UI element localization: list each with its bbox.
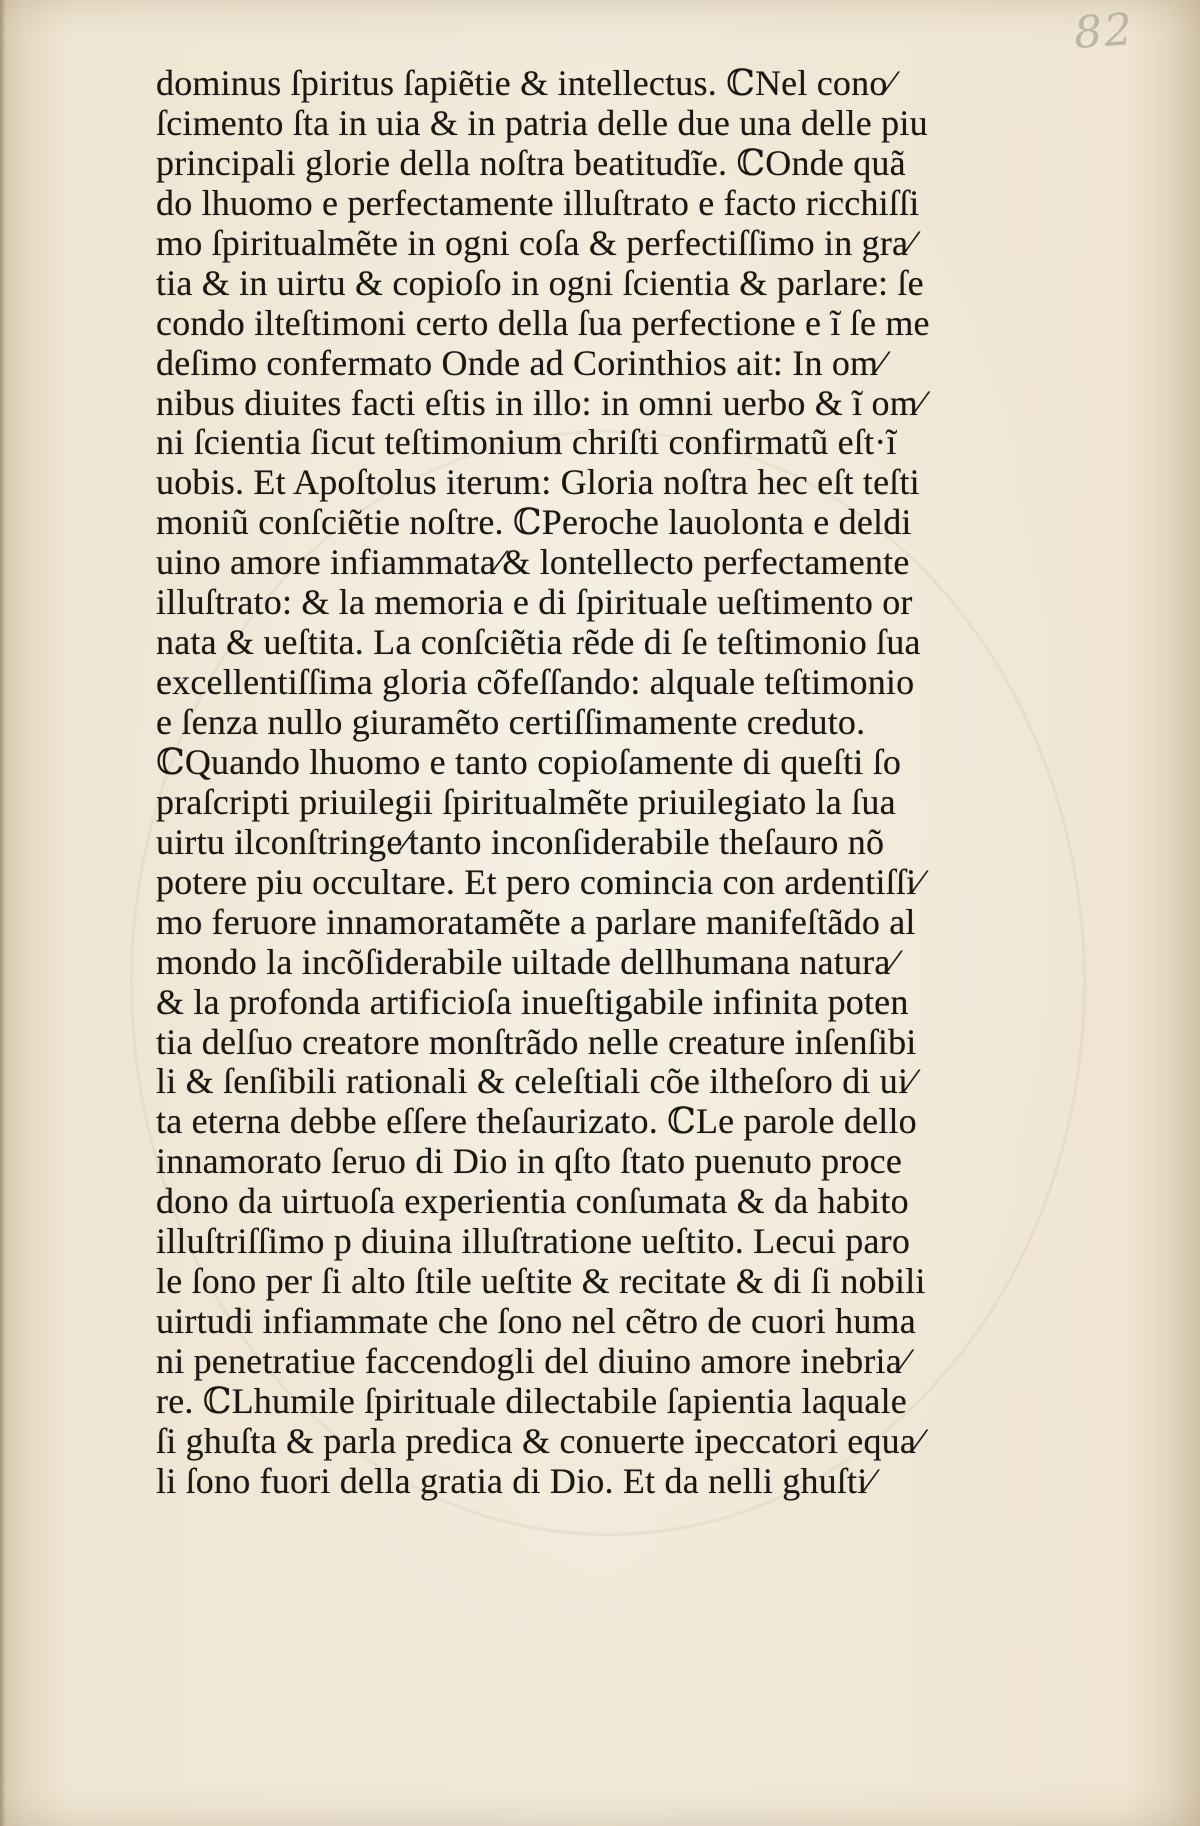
text-line: dominus ſpiritus ſapiẽtie & intellectus. ℂNel cono⁄ bbox=[156, 63, 894, 103]
text-line: e ſenza nullo giuramẽto certiſſimamente creduto. bbox=[156, 702, 866, 742]
text-line: excellentiſſima gloria cõfeſſando: alquale teſtimonio bbox=[156, 662, 915, 703]
text-line: condo ilteſtimoni certo della ſua perfectione e ĩ ſe me bbox=[156, 302, 930, 343]
text-line: mo ſpiritualmẽte in ogni coſa & perfectiſſimo in gra⁄ bbox=[156, 222, 915, 263]
text-line: uino amore infiammata⁄& lontellecto perfectamente bbox=[156, 542, 910, 583]
folio-number: 82 bbox=[1072, 3, 1136, 60]
text-line: ſi ghuſta & parla predica & conuerte ipeccatori equa⁄ bbox=[156, 1420, 923, 1461]
text-block bbox=[156, 64, 1036, 1502]
text-line: dono da uirtuoſa experientia conſumata & da habito bbox=[156, 1181, 909, 1222]
text-line: ni penetratiue faccendogli del diuino amore inebria⁄ bbox=[156, 1341, 909, 1381]
text-line: tia & in uirtu & copioſo in ogni ſcientia & parlare: ſe bbox=[156, 262, 924, 303]
text-line: uobis. Et Apoſtolus iterum: Gloria noſtra hec eſt teſti bbox=[156, 462, 920, 503]
text-line: mondo la incõſiderabile uiltade dellhumana natura⁄ bbox=[156, 941, 897, 982]
text-line: do lhuomo e perfectamente illuſtrato e facto ricchiſſi bbox=[156, 182, 920, 223]
text-line: illuſtrato: & la memoria e di ſpirituale ueſtimento or bbox=[156, 582, 913, 623]
text-line: potere piu occultare. Et pero comincia con ardentiſſi⁄ bbox=[156, 861, 923, 902]
text-line: ni ſcientia ſicut teſtimonium chriſti confirmatũ eſt·ĩ bbox=[156, 422, 897, 463]
text-line: mo feruore innamoratamẽte a parlare manifeſtãdo al bbox=[156, 901, 916, 942]
text-line: & la profonda artificioſa inueſtigabile infinita poten bbox=[156, 981, 909, 1022]
text-line: moniũ conſciẽtie noſtre. ℂPeroche lauolonta e deldi bbox=[156, 502, 912, 543]
text-line: illuſtriſſimo p diuina illuſtratione ueſtito. Lecui paro bbox=[156, 1221, 911, 1262]
text-line: ſcimento ſta in uia & in patria delle due una delle piu bbox=[156, 102, 928, 143]
text-line: innamorato ſeruo di Dio in qſto ſtato puenuto proce bbox=[156, 1141, 903, 1182]
text-line: principali glorie della noſtra beatitudĩe. ℂOnde quã bbox=[156, 142, 906, 183]
text-line: ℂQuando lhuomo e tanto copioſamente di queſti ſo bbox=[156, 741, 902, 782]
page-edge-shadow bbox=[0, 0, 6, 1826]
text-line: uirtudi infiammate che ſono nel cẽtro de cuori huma bbox=[156, 1301, 916, 1342]
text-line: re. ℂLhumile ſpirituale dilectabile ſapientia laquale bbox=[156, 1380, 907, 1421]
text-line: uirtu ilconſtringe⁄tanto inconſiderabile theſauro nõ bbox=[156, 821, 885, 862]
text-line: deſimo confermato Onde ad Corinthios ait: In om⁄ bbox=[156, 342, 885, 383]
text-line: li & ſenſibili rationali & celeſtiali cõe iltheſoro di ui⁄ bbox=[156, 1061, 915, 1102]
text-line: nata & ueſtita. La conſciẽtia rẽde di ſe teſtimonio ſua bbox=[156, 622, 921, 663]
text-line: praſcripti priuilegii ſpiritualmẽte priuilegiato la ſua bbox=[156, 781, 896, 822]
text-line: li ſono fuori della gratia di Dio. Et da nelli ghuſti⁄ bbox=[156, 1460, 874, 1501]
text-line: ta eterna debbe eſſere theſaurizato. ℂLe parole dello bbox=[156, 1101, 917, 1142]
text-line: le ſono per ſi alto ſtile ueſtite & recitate & di ſi nobili bbox=[156, 1261, 926, 1302]
text-line: nibus diuites facti eſtis in illo: in omni uerbo & ĩ om⁄ bbox=[156, 382, 925, 423]
text-line: tia delſuo creatore monſtrãdo nelle creature inſenſibi bbox=[156, 1021, 917, 1062]
